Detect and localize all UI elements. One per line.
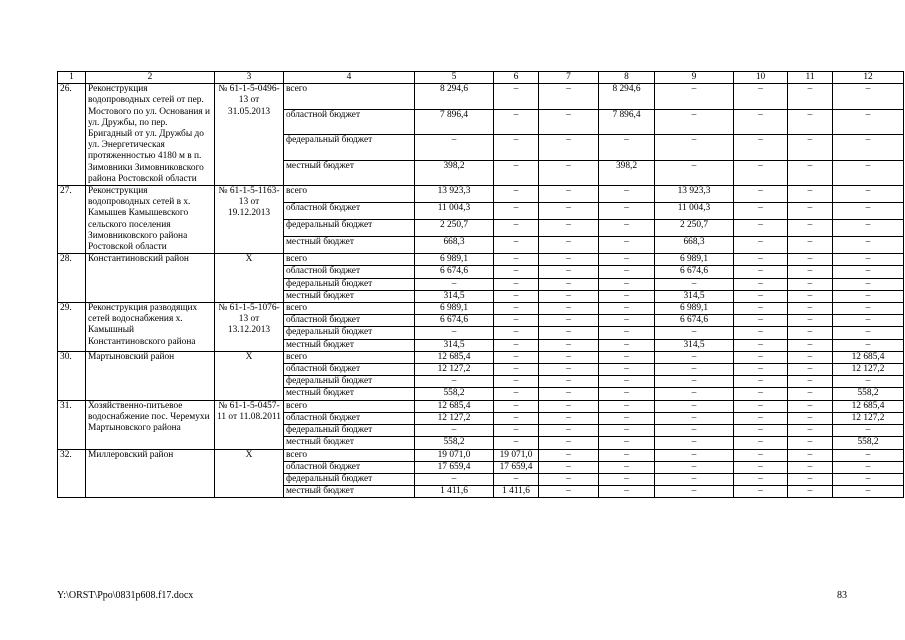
amount-cell: –: [788, 437, 833, 449]
amount-cell: 558,2: [833, 388, 904, 400]
amount-cell: –: [788, 461, 833, 473]
amount-cell: –: [734, 364, 788, 376]
amount-cell: –: [833, 486, 904, 498]
amount-cell: –: [655, 109, 734, 134]
amount-cell: –: [494, 220, 539, 237]
amount-cell: –: [734, 351, 788, 363]
amount-cell: –: [599, 449, 655, 461]
funding-source: федеральный бюджет: [284, 278, 415, 290]
amount-cell: –: [599, 135, 655, 160]
amount-cell: –: [539, 449, 599, 461]
amount-cell: –: [494, 303, 539, 315]
column-number-12: 12: [833, 72, 904, 84]
amount-cell: 17 659,4: [494, 461, 539, 473]
amount-cell: –: [833, 449, 904, 461]
amount-cell: –: [539, 237, 599, 254]
amount-cell: –: [734, 449, 788, 461]
amount-cell: –: [494, 437, 539, 449]
amount-cell: –: [599, 425, 655, 437]
funding-source: местный бюджет: [284, 339, 415, 351]
amount-cell: –: [415, 135, 494, 160]
amount-cell: –: [734, 84, 788, 109]
amount-cell: –: [833, 109, 904, 134]
amount-cell: –: [599, 290, 655, 302]
amount-cell: 6 674,6: [415, 315, 494, 327]
amount-cell: –: [494, 237, 539, 254]
amount-cell: –: [788, 303, 833, 315]
funding-source: местный бюджет: [284, 388, 415, 400]
amount-cell: –: [734, 400, 788, 412]
amount-cell: –: [539, 254, 599, 266]
amount-cell: –: [734, 220, 788, 237]
amount-cell: –: [734, 473, 788, 485]
amount-cell: –: [655, 425, 734, 437]
amount-cell: 1 411,6: [415, 486, 494, 498]
amount-cell: 558,2: [415, 437, 494, 449]
object-name: Хозяйственно-питьевое водоснабжение пос. Черемухи Мартыновского района: [86, 400, 215, 449]
amount-cell: –: [788, 351, 833, 363]
amount-cell: –: [494, 351, 539, 363]
amount-cell: –: [833, 237, 904, 254]
amount-cell: –: [833, 473, 904, 485]
amount-cell: –: [734, 135, 788, 160]
amount-cell: 2 250,7: [655, 220, 734, 237]
object-name: Реконструкция разводящих сетей водоснабжения х. Камышный Константиновского района: [86, 303, 215, 352]
amount-cell: –: [415, 278, 494, 290]
amount-cell: –: [599, 303, 655, 315]
funding-source: областной бюджет: [284, 109, 415, 134]
amount-cell: –: [788, 84, 833, 109]
amount-cell: –: [599, 327, 655, 339]
row-number: 26.: [58, 84, 86, 186]
amount-cell: –: [734, 486, 788, 498]
amount-cell: –: [655, 376, 734, 388]
row-number: 32.: [58, 449, 86, 498]
column-number-10: 10: [734, 72, 788, 84]
table-row: [58, 449, 904, 461]
amount-cell: 13 923,3: [415, 186, 494, 203]
object-name: Реконструкция водопроводных сетей в х. Камышев Камышевского сельского поселения Зимовниковского района Ростовской области: [86, 186, 215, 254]
funding-source: областной бюджет: [284, 315, 415, 327]
row-number: 28.: [58, 254, 86, 303]
expertise-document: № 61-1-5-0457-11 от 11.08.2011: [215, 400, 284, 449]
amount-cell: –: [599, 220, 655, 237]
amount-cell: 6 674,6: [655, 315, 734, 327]
amount-cell: –: [833, 303, 904, 315]
amount-cell: –: [734, 425, 788, 437]
amount-cell: –: [539, 290, 599, 302]
funding-source: всего: [284, 449, 415, 461]
budget-table: [57, 71, 904, 498]
column-number-6: 6: [494, 72, 539, 84]
object-name: Мартыновский район: [86, 351, 215, 400]
amount-cell: 314,5: [655, 339, 734, 351]
amount-cell: 12 127,2: [833, 412, 904, 424]
amount-cell: –: [655, 364, 734, 376]
funding-source: всего: [284, 400, 415, 412]
amount-cell: –: [494, 135, 539, 160]
amount-cell: 668,3: [655, 237, 734, 254]
amount-cell: –: [539, 135, 599, 160]
amount-cell: –: [734, 160, 788, 185]
amount-cell: –: [494, 412, 539, 424]
amount-cell: –: [788, 400, 833, 412]
amount-cell: –: [415, 376, 494, 388]
amount-cell: –: [833, 266, 904, 278]
column-number-1: 1: [58, 72, 86, 84]
amount-cell: –: [494, 473, 539, 485]
amount-cell: –: [494, 203, 539, 220]
amount-cell: –: [494, 327, 539, 339]
amount-cell: –: [599, 412, 655, 424]
table-row: [58, 303, 904, 315]
amount-cell: 558,2: [833, 437, 904, 449]
column-number-11: 11: [788, 72, 833, 84]
expertise-document: Х: [215, 449, 284, 498]
funding-source: местный бюджет: [284, 160, 415, 185]
amount-cell: –: [833, 461, 904, 473]
amount-cell: 8 294,6: [599, 84, 655, 109]
amount-cell: –: [539, 109, 599, 134]
amount-cell: –: [833, 315, 904, 327]
amount-cell: –: [734, 290, 788, 302]
amount-cell: –: [494, 160, 539, 185]
amount-cell: –: [734, 339, 788, 351]
funding-source: областной бюджет: [284, 364, 415, 376]
amount-cell: –: [833, 327, 904, 339]
amount-cell: –: [833, 278, 904, 290]
amount-cell: –: [788, 449, 833, 461]
amount-cell: 314,5: [415, 339, 494, 351]
table-row: [58, 254, 904, 266]
amount-cell: –: [734, 388, 788, 400]
amount-cell: –: [833, 339, 904, 351]
amount-cell: –: [539, 160, 599, 185]
amount-cell: –: [655, 351, 734, 363]
amount-cell: –: [539, 461, 599, 473]
amount-cell: –: [539, 486, 599, 498]
amount-cell: –: [833, 203, 904, 220]
amount-cell: –: [734, 254, 788, 266]
amount-cell: –: [655, 400, 734, 412]
column-number-9: 9: [655, 72, 734, 84]
amount-cell: –: [788, 425, 833, 437]
amount-cell: –: [539, 278, 599, 290]
amount-cell: –: [734, 109, 788, 134]
funding-source: местный бюджет: [284, 486, 415, 498]
funding-source: местный бюджет: [284, 290, 415, 302]
column-number-5: 5: [415, 72, 494, 84]
expertise-document: Х: [215, 254, 284, 303]
column-number-3: 3: [215, 72, 284, 84]
amount-cell: 6 674,6: [415, 266, 494, 278]
object-name: Константиновский район: [86, 254, 215, 303]
row-number: 27.: [58, 186, 86, 254]
amount-cell: –: [788, 388, 833, 400]
table-row: [58, 400, 904, 412]
object-name: Миллеровский район: [86, 449, 215, 498]
amount-cell: –: [599, 364, 655, 376]
table-row: [58, 186, 904, 203]
amount-cell: –: [539, 425, 599, 437]
amount-cell: –: [788, 278, 833, 290]
amount-cell: –: [655, 388, 734, 400]
amount-cell: –: [539, 339, 599, 351]
row-number: 30.: [58, 351, 86, 400]
amount-cell: –: [788, 266, 833, 278]
amount-cell: –: [655, 486, 734, 498]
funding-source: областной бюджет: [284, 461, 415, 473]
funding-source: федеральный бюджет: [284, 135, 415, 160]
amount-cell: –: [833, 135, 904, 160]
funding-source: местный бюджет: [284, 437, 415, 449]
expertise-document: № 61-1-5-1076-13 от 13.12.2013: [215, 303, 284, 352]
amount-cell: –: [599, 237, 655, 254]
funding-source: федеральный бюджет: [284, 220, 415, 237]
funding-source: всего: [284, 351, 415, 363]
amount-cell: –: [788, 315, 833, 327]
amount-cell: –: [833, 84, 904, 109]
amount-cell: 19 071,0: [415, 449, 494, 461]
amount-cell: 11 004,3: [655, 203, 734, 220]
amount-cell: 11 004,3: [415, 203, 494, 220]
amount-cell: –: [494, 425, 539, 437]
column-number-8: 8: [599, 72, 655, 84]
amount-cell: 7 896,4: [415, 109, 494, 134]
amount-cell: –: [788, 109, 833, 134]
amount-cell: –: [788, 327, 833, 339]
column-number-row: [58, 72, 904, 84]
amount-cell: 19 071,0: [494, 449, 539, 461]
amount-cell: –: [539, 376, 599, 388]
amount-cell: –: [494, 388, 539, 400]
amount-cell: –: [494, 254, 539, 266]
amount-cell: 2 250,7: [415, 220, 494, 237]
amount-cell: –: [599, 351, 655, 363]
funding-source: федеральный бюджет: [284, 327, 415, 339]
column-number-2: 2: [86, 72, 215, 84]
expertise-document: Х: [215, 351, 284, 400]
amount-cell: 398,2: [599, 160, 655, 185]
amount-cell: –: [788, 203, 833, 220]
amount-cell: –: [734, 327, 788, 339]
amount-cell: 314,5: [655, 290, 734, 302]
funding-source: областной бюджет: [284, 266, 415, 278]
amount-cell: –: [415, 425, 494, 437]
amount-cell: –: [494, 84, 539, 109]
amount-cell: –: [539, 351, 599, 363]
amount-cell: –: [415, 473, 494, 485]
amount-cell: –: [415, 327, 494, 339]
funding-source: областной бюджет: [284, 412, 415, 424]
amount-cell: –: [734, 376, 788, 388]
object-name: Реконструкция водопроводных сетей от пер. Мостового по ул. Основания и ул. Дружбы, по пер. Бригадный от ул. Дружбы до ул. Энергетическая протяженностью 4180 м в п. Зимовники Зимовниковского района Ростовской области: [86, 84, 215, 186]
amount-cell: –: [494, 278, 539, 290]
amount-cell: –: [539, 388, 599, 400]
amount-cell: 7 896,4: [599, 109, 655, 134]
amount-cell: –: [734, 186, 788, 203]
amount-cell: –: [599, 186, 655, 203]
amount-cell: 558,2: [415, 388, 494, 400]
amount-cell: 17 659,4: [415, 461, 494, 473]
amount-cell: –: [539, 220, 599, 237]
table-row: [58, 84, 904, 109]
amount-cell: –: [734, 278, 788, 290]
amount-cell: –: [494, 339, 539, 351]
amount-cell: –: [539, 412, 599, 424]
amount-cell: –: [655, 84, 734, 109]
amount-cell: –: [599, 388, 655, 400]
amount-cell: –: [833, 425, 904, 437]
amount-cell: 12 685,4: [833, 400, 904, 412]
amount-cell: 12 685,4: [833, 351, 904, 363]
amount-cell: –: [655, 473, 734, 485]
amount-cell: –: [788, 135, 833, 160]
page-number: 83: [837, 590, 847, 601]
table-row: [58, 351, 904, 363]
amount-cell: –: [655, 278, 734, 290]
amount-cell: –: [833, 186, 904, 203]
column-number-4: 4: [284, 72, 415, 84]
amount-cell: 13 923,3: [655, 186, 734, 203]
amount-cell: –: [494, 376, 539, 388]
amount-cell: –: [494, 364, 539, 376]
amount-cell: –: [494, 315, 539, 327]
amount-cell: –: [788, 160, 833, 185]
amount-cell: –: [788, 473, 833, 485]
footer-file-path: Y:\ORST\Ppo\0831p608.f17.docx: [57, 590, 194, 601]
amount-cell: –: [655, 449, 734, 461]
amount-cell: 6 989,1: [655, 303, 734, 315]
amount-cell: –: [655, 461, 734, 473]
amount-cell: –: [599, 437, 655, 449]
amount-cell: –: [833, 254, 904, 266]
amount-cell: –: [655, 327, 734, 339]
amount-cell: –: [599, 266, 655, 278]
amount-cell: –: [734, 461, 788, 473]
amount-cell: –: [599, 278, 655, 290]
funding-source: всего: [284, 84, 415, 109]
funding-source: федеральный бюджет: [284, 425, 415, 437]
amount-cell: 12 127,2: [415, 412, 494, 424]
amount-cell: –: [655, 135, 734, 160]
amount-cell: –: [539, 400, 599, 412]
amount-cell: –: [494, 290, 539, 302]
amount-cell: 398,2: [415, 160, 494, 185]
amount-cell: –: [599, 486, 655, 498]
amount-cell: –: [494, 266, 539, 278]
expertise-document: № 61-1-5-1163-13 от 19.12.2013: [215, 186, 284, 254]
amount-cell: –: [734, 266, 788, 278]
amount-cell: –: [788, 254, 833, 266]
amount-cell: 314,5: [415, 290, 494, 302]
amount-cell: –: [788, 339, 833, 351]
amount-cell: –: [599, 339, 655, 351]
amount-cell: –: [655, 160, 734, 185]
amount-cell: 1 411,6: [494, 486, 539, 498]
amount-cell: –: [788, 376, 833, 388]
amount-cell: 6 989,1: [415, 254, 494, 266]
amount-cell: –: [599, 461, 655, 473]
amount-cell: –: [539, 84, 599, 109]
amount-cell: –: [655, 437, 734, 449]
amount-cell: –: [788, 186, 833, 203]
amount-cell: –: [539, 186, 599, 203]
column-number-7: 7: [539, 72, 599, 84]
amount-cell: –: [494, 109, 539, 134]
amount-cell: 6 989,1: [655, 254, 734, 266]
funding-source: федеральный бюджет: [284, 473, 415, 485]
amount-cell: –: [734, 437, 788, 449]
amount-cell: –: [734, 303, 788, 315]
amount-cell: 12 685,4: [415, 400, 494, 412]
funding-source: всего: [284, 254, 415, 266]
table-body: [58, 72, 904, 498]
amount-cell: –: [539, 364, 599, 376]
amount-cell: –: [539, 266, 599, 278]
amount-cell: –: [734, 412, 788, 424]
amount-cell: –: [599, 473, 655, 485]
amount-cell: –: [833, 290, 904, 302]
funding-source: всего: [284, 303, 415, 315]
amount-cell: –: [599, 376, 655, 388]
expertise-document: № 61-1-5-0496-13 от 31.05.2013: [215, 84, 284, 186]
funding-source: всего: [284, 186, 415, 203]
amount-cell: 6 674,6: [655, 266, 734, 278]
amount-cell: 8 294,6: [415, 84, 494, 109]
funding-source: федеральный бюджет: [284, 376, 415, 388]
amount-cell: –: [494, 400, 539, 412]
amount-cell: –: [734, 315, 788, 327]
amount-cell: –: [734, 237, 788, 254]
amount-cell: –: [833, 160, 904, 185]
amount-cell: –: [788, 412, 833, 424]
row-number: 31.: [58, 400, 86, 449]
amount-cell: –: [788, 237, 833, 254]
amount-cell: –: [539, 315, 599, 327]
amount-cell: –: [494, 186, 539, 203]
amount-cell: –: [788, 290, 833, 302]
row-number: 29.: [58, 303, 86, 352]
amount-cell: –: [599, 315, 655, 327]
amount-cell: 12 685,4: [415, 351, 494, 363]
amount-cell: –: [833, 220, 904, 237]
amount-cell: 12 127,2: [415, 364, 494, 376]
amount-cell: 668,3: [415, 237, 494, 254]
amount-cell: –: [539, 473, 599, 485]
amount-cell: –: [539, 327, 599, 339]
amount-cell: –: [655, 412, 734, 424]
funding-source: местный бюджет: [284, 237, 415, 254]
amount-cell: –: [788, 364, 833, 376]
amount-cell: –: [539, 303, 599, 315]
amount-cell: –: [788, 220, 833, 237]
amount-cell: –: [833, 376, 904, 388]
amount-cell: –: [599, 254, 655, 266]
amount-cell: –: [788, 486, 833, 498]
funding-source: областной бюджет: [284, 203, 415, 220]
amount-cell: –: [539, 203, 599, 220]
amount-cell: –: [599, 400, 655, 412]
amount-cell: –: [539, 437, 599, 449]
amount-cell: –: [599, 203, 655, 220]
amount-cell: 12 127,2: [833, 364, 904, 376]
amount-cell: –: [734, 203, 788, 220]
amount-cell: 6 989,1: [415, 303, 494, 315]
